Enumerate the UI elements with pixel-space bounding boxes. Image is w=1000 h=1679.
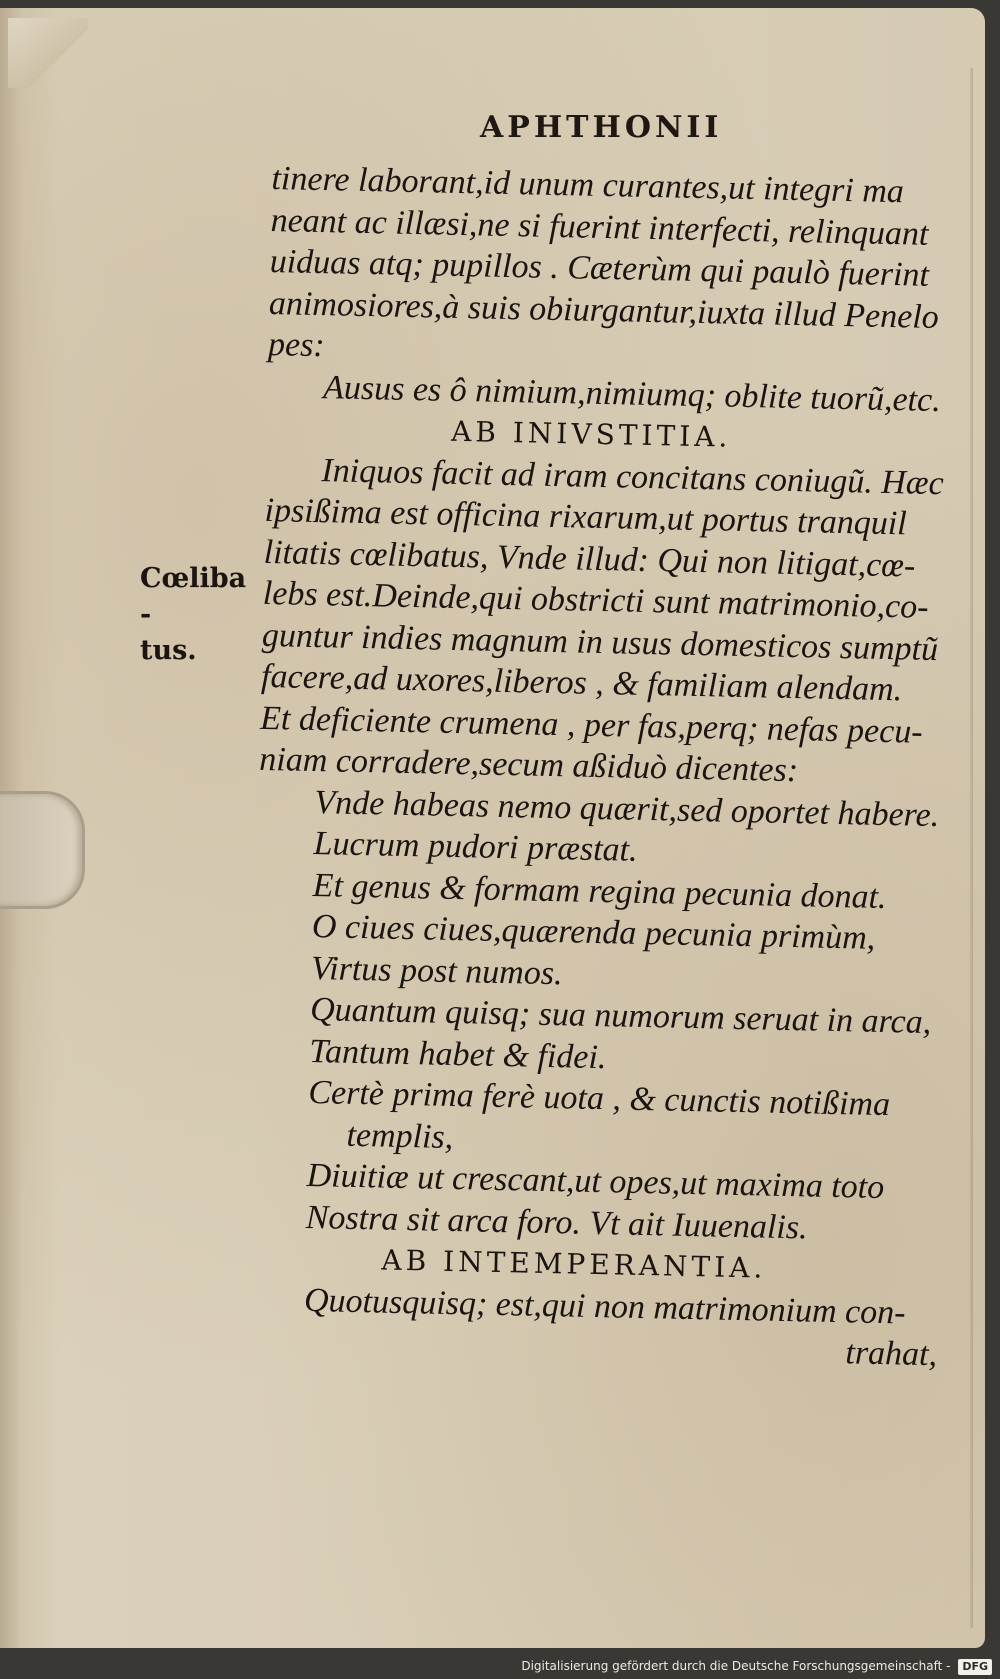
page-corner-fold: [8, 18, 88, 88]
verse-line: Virtus post numos.: [310, 949, 563, 992]
verse-line: Certè prima ferè uota , & cunctis notißima: [308, 1073, 891, 1124]
book-page: [0, 8, 985, 1648]
verse-line: Diuitiæ ut crescant,ut opes,ut maxima toto: [306, 1156, 885, 1207]
margin-note-line-2: tus.: [140, 635, 197, 666]
section-heading: AB INTEMPERANTIA.: [381, 1243, 767, 1285]
dfg-logo: DFG: [958, 1659, 992, 1675]
verse-line: Ausus es ô nimium,nimiumq; oblite tuorũ,etc.: [322, 368, 942, 419]
verse-line: Lucrum pudori præstat.: [313, 825, 638, 869]
text-line: ipsißima est officina rixarum,ut portus tranquil: [264, 491, 908, 543]
verse-line: Quantum quisq; sua numorum seruat in arca,: [309, 990, 932, 1041]
text-line: guntur indies magnum in usus domesticos sumptũ: [261, 616, 939, 668]
verse-line: Tantum habet & fidei.: [308, 1032, 607, 1076]
text-line: Quotusquisq; est,qui non matrimonium con-: [303, 1281, 906, 1332]
verse-line: templis,: [346, 1116, 454, 1156]
section-heading: AB INIVSTITIA.: [450, 414, 732, 454]
page-edge-shadow: [969, 68, 973, 1628]
text-line: niam corradere,secum aßiduò dicentes:: [259, 740, 799, 790]
verse-line: Et genus & formam regina pecunia donat.: [312, 866, 887, 916]
body-text: [247, 158, 962, 1376]
text-line: facere,ad uxores,liberos , & familiam alendam.: [260, 657, 903, 709]
text-line: litatis cœlibatus, Vnde illud: Qui non litigat,cœ-: [263, 533, 916, 585]
verse-line: O ciues ciues,quærenda pecunia primùm,: [311, 908, 876, 957]
margin-note: [140, 561, 260, 669]
catchword-line: trahat,: [845, 1334, 938, 1374]
verse-line: Nostra sit arca foro. Vt ait Iuuenalis.: [305, 1198, 808, 1246]
text-line: lebs est.Deinde,qui obstricti sunt matrimonio,co-: [262, 574, 929, 626]
text-line: Et deficiente crumena , per fas,perq; nefas pecu-: [259, 699, 924, 751]
digitization-credit: [521, 1655, 992, 1677]
verse-line: Vnde habeas nemo quærit,sed oportet habere.: [314, 783, 940, 834]
credit-text: Digitalisierung gefördert durch die Deutsche Forschungsgemeinschaft -: [521, 1659, 951, 1673]
text-line: animosiores,à suis obiurgantur,iuxta illud Penelo: [268, 284, 940, 336]
text-line: uiduas atq; pupillos . Cæterùm qui paulò fuerint: [269, 242, 930, 294]
text-line: Iniquos facit ad iram concitans coniugũ. Hæc: [321, 451, 945, 502]
book-clasp: [0, 791, 85, 909]
text-line: pes:: [267, 325, 326, 365]
text-line: tinere laborant,id unum curantes,ut integri ma: [271, 159, 905, 211]
running-title: APHTHONII: [480, 110, 723, 145]
text-line: neant ac illæsi,ne si fuerint interfecti, relinquant: [270, 201, 929, 253]
margin-note-line-1: Cœliba -: [140, 563, 247, 630]
